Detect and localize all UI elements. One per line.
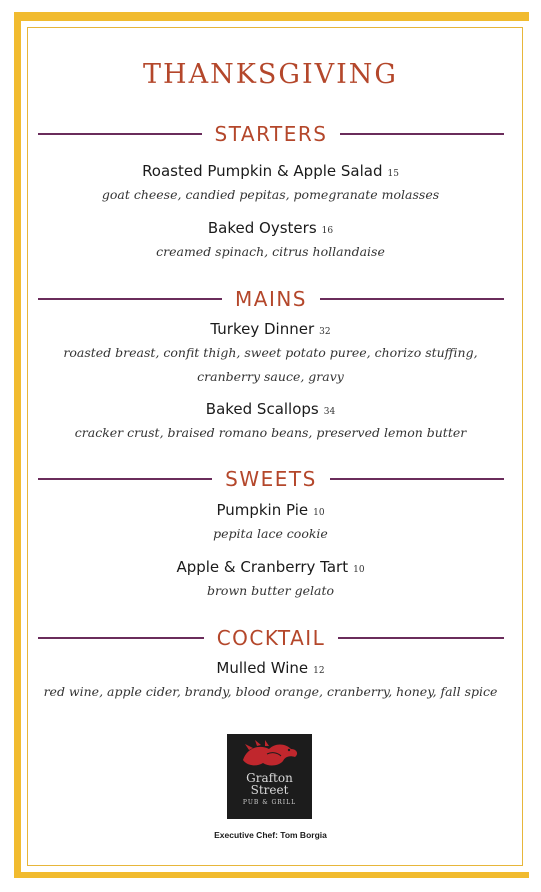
section-header-cocktail xyxy=(38,626,504,650)
dragon-logo-icon xyxy=(239,740,301,770)
item-description: creamed spinach, citrus hollandaise xyxy=(156,244,385,259)
section-header-sweets xyxy=(38,467,504,491)
item-description: red wine, apple cider, brandy, blood orange, cranberry, honey, fall spice xyxy=(43,684,498,699)
divider-line xyxy=(38,298,222,300)
section-title: STARTERS xyxy=(214,122,328,146)
item-name: Mulled Wine xyxy=(216,659,309,677)
menu-item xyxy=(0,501,541,520)
section-header-starters xyxy=(38,122,504,146)
divider-line xyxy=(340,133,504,135)
item-description: brown butter gelato xyxy=(206,583,335,598)
logo-text xyxy=(227,772,312,796)
item-price: 32 xyxy=(319,327,331,337)
item-name: Baked Oysters xyxy=(207,219,317,237)
menu-item xyxy=(0,558,541,577)
menu-item xyxy=(0,320,541,339)
item-description: cracker crust, braised romano beans, preserved lemon butter xyxy=(74,425,467,440)
restaurant-logo xyxy=(227,734,312,819)
menu-title: thanksgiving xyxy=(143,48,398,92)
section-title: SWEETS xyxy=(225,467,317,491)
section-header-mains xyxy=(38,287,504,311)
menu-item xyxy=(0,219,541,238)
divider-line xyxy=(330,478,504,480)
item-price: 16 xyxy=(321,226,334,236)
item-price: 15 xyxy=(387,169,399,179)
menu-item xyxy=(0,659,541,678)
item-name: Turkey Dinner xyxy=(210,320,315,338)
executive-chef-credit: Executive Chef: Tom Borgia xyxy=(214,830,327,840)
item-name: Pumpkin Pie xyxy=(216,501,309,519)
divider-line xyxy=(38,637,204,639)
item-description: goat cheese, candied pepitas, pomegranate molasses xyxy=(101,187,440,202)
section-title: COCKTAIL xyxy=(216,626,326,650)
section-title: MAINS xyxy=(235,287,307,311)
divider-line xyxy=(38,478,212,480)
menu-item xyxy=(0,400,541,419)
divider-line xyxy=(320,298,504,300)
item-description: cranberry sauce, gravy xyxy=(197,369,344,384)
logo-line-2: Street xyxy=(250,783,289,797)
menu-item xyxy=(0,162,541,181)
item-price: 12 xyxy=(313,666,325,676)
item-description: pepita lace cookie xyxy=(213,526,328,541)
item-price: 10 xyxy=(353,565,365,575)
divider-line xyxy=(338,637,504,639)
item-price: 34 xyxy=(323,407,336,417)
logo-line-1: Grafton xyxy=(246,771,293,785)
item-name: Apple & Cranberry Tart xyxy=(176,558,349,576)
item-name: Baked Scallops xyxy=(205,400,319,418)
item-price: 10 xyxy=(313,508,325,518)
divider-line xyxy=(38,133,202,135)
logo-subtitle: PUB & GRILL xyxy=(242,799,297,806)
item-description: roasted breast, confit thigh, sweet potato puree, chorizo stuffing, xyxy=(63,345,478,360)
item-name: Roasted Pumpkin & Apple Salad xyxy=(142,162,383,180)
